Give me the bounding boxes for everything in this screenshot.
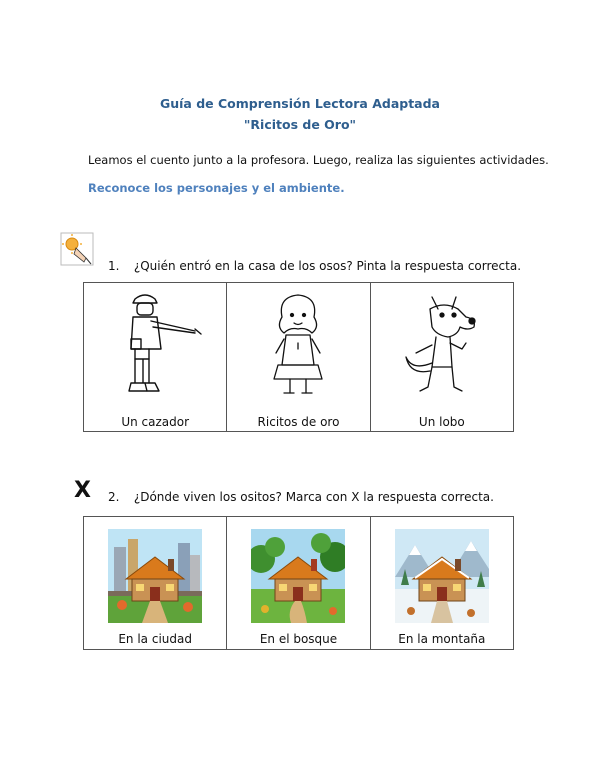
option-city[interactable] bbox=[84, 517, 227, 650]
wolf-drawing bbox=[392, 287, 492, 405]
goldilocks-drawing bbox=[248, 287, 348, 405]
option-label: En la ciudad bbox=[118, 632, 192, 646]
cottage-forest-image bbox=[251, 529, 345, 623]
question-2-options-table bbox=[83, 516, 514, 650]
option-label: Un cazador bbox=[121, 415, 190, 429]
section-heading: Reconoce los personajes y el ambiente. bbox=[88, 181, 345, 195]
option-goldilocks[interactable] bbox=[227, 283, 370, 432]
question-1-options-table bbox=[83, 282, 514, 432]
cottage-city-image bbox=[108, 529, 202, 623]
question-1 bbox=[108, 259, 521, 273]
option-label: Un lobo bbox=[418, 415, 465, 429]
question-2-number: 2. bbox=[108, 490, 120, 504]
option-wolf[interactable] bbox=[370, 283, 513, 432]
option-label: En el bosque bbox=[259, 632, 338, 646]
intro-instructions: Leamos el cuento junto a la profesora. Luego, realiza las siguientes actividades. bbox=[88, 153, 549, 167]
question-1-text: ¿Quién entró en la casa de los osos? Pinta la respuesta correcta. bbox=[133, 259, 522, 273]
hand-painting-icon bbox=[60, 232, 94, 266]
page-title: Guía de Comprensión Lectora Adaptada bbox=[159, 96, 440, 111]
option-forest[interactable] bbox=[227, 517, 370, 650]
hunter-drawing bbox=[105, 287, 205, 405]
option-label: En la montaña bbox=[398, 632, 486, 646]
question-1-number: 1. bbox=[108, 259, 120, 273]
x-mark: X bbox=[74, 478, 91, 503]
cottage-mountain-image bbox=[395, 529, 489, 623]
option-label: Ricitos de oro bbox=[257, 415, 340, 429]
option-mountain[interactable] bbox=[370, 517, 513, 650]
page-subtitle: "Ricitos de Oro" bbox=[243, 117, 357, 132]
option-hunter[interactable] bbox=[84, 283, 227, 432]
question-2-text: ¿Dónde viven los ositos? Marca con X la respuesta correcta. bbox=[133, 490, 494, 504]
question-2 bbox=[108, 490, 494, 504]
